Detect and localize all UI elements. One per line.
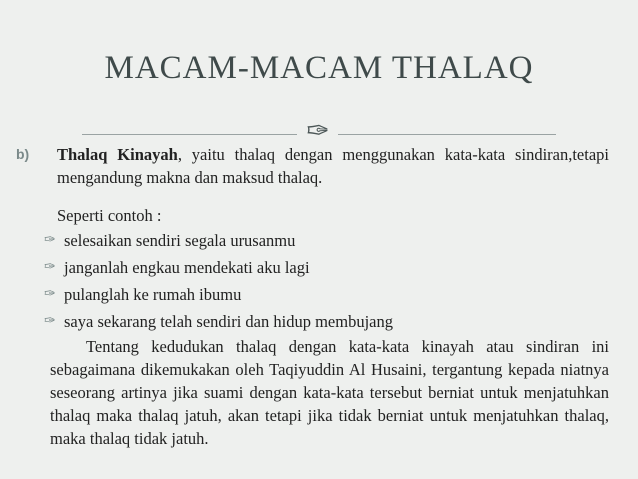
title-divider-right (338, 134, 556, 135)
list-item: ✑ saya sekarang telah sendiri dan hidup membujang (44, 312, 393, 331)
explanation-paragraph: Tentang kedudukan thalaq dengan kata-kata kinayah atau sindiran ini sebagaimana dikemukakan oleh Taqiyuddin Al Husaini, tergantung kepada niatnya seseorang artinya jika suami dengan kata-kata tersebut berniat untuk menjatuhkan thalaq maka thalaq jatuh, akan tetapi jika tidak berniat untuk menjatuhkan thalaq, maka thalaq tidak jatuh. (50, 337, 609, 448)
feather-bullet-icon: ✑ (44, 232, 56, 248)
list-item: ✑ janganlah engkau mendekati aku lagi (44, 258, 310, 277)
example-intro: Seperti contoh : (57, 206, 162, 225)
feather-bullet-icon: ✑ (44, 259, 56, 275)
list-item: ✑ selesaikan sendiri segala urusanmu (44, 231, 296, 250)
list-item: ✑ pulanglah ke rumah ibumu (44, 285, 242, 304)
example-list (44, 227, 393, 335)
title-divider-left (82, 134, 297, 135)
slide-title: MACAM-MACAM THALAQ (104, 50, 534, 86)
feather-icon: ✑ (306, 116, 330, 147)
list-marker: b) (16, 146, 30, 162)
definition-paragraph (57, 143, 609, 189)
feather-bullet-icon: ✑ (44, 313, 56, 329)
feather-bullet-icon: ✑ (44, 286, 56, 302)
term: Thalaq Kinayah (57, 145, 178, 164)
definition-text: , yaitu thalaq dengan menggunakan kata-kata sindiran,tetapi mengandung makna dan maksud thalaq. (57, 145, 609, 187)
